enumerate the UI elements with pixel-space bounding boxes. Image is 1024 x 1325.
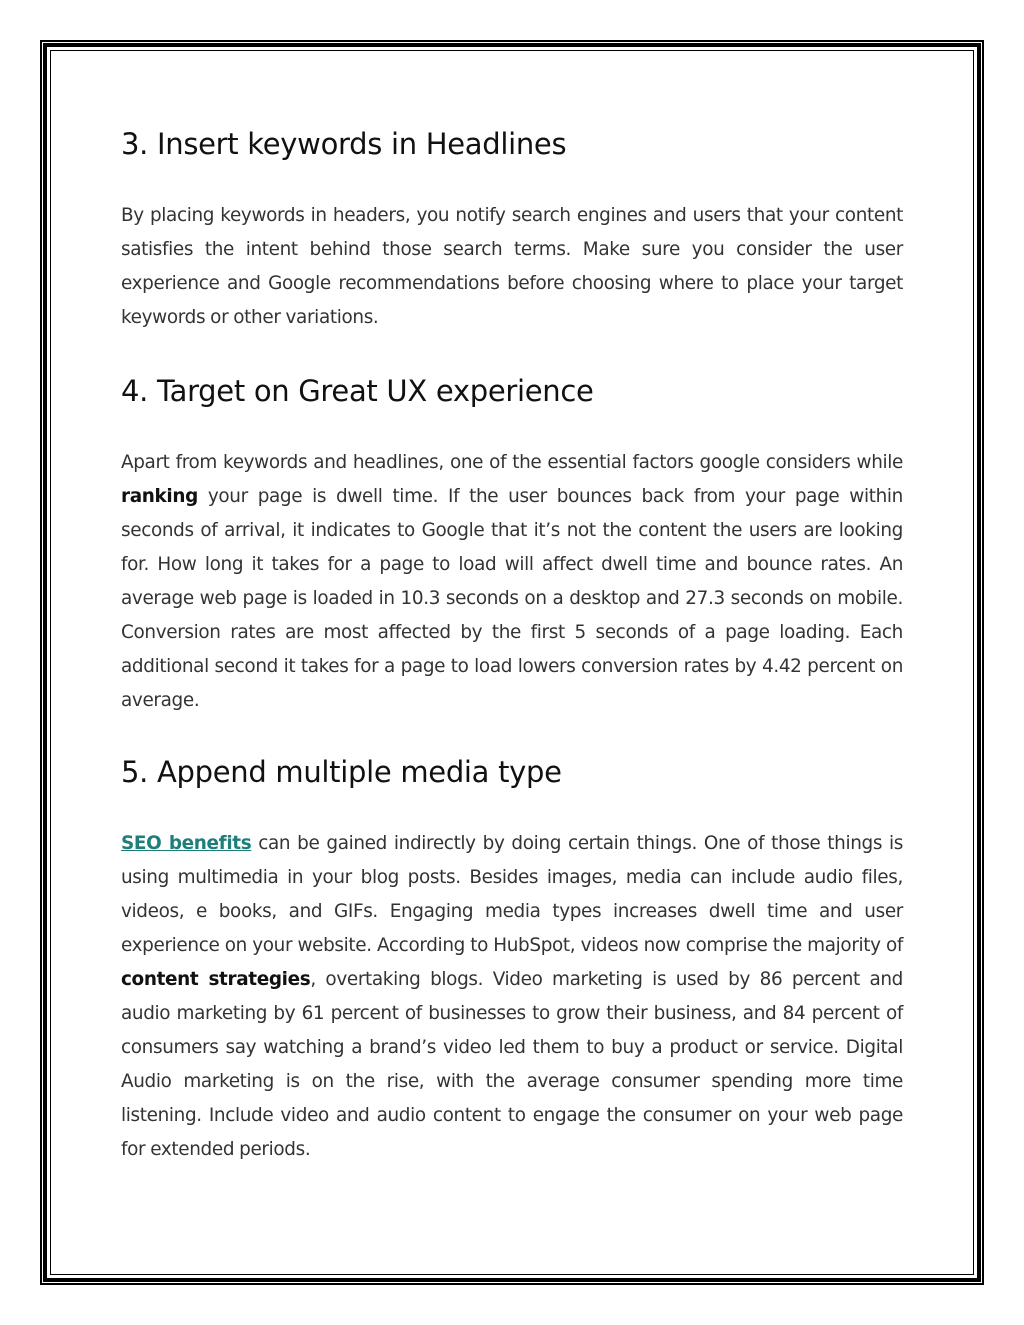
seo-benefits-link[interactable]: SEO benefits: [121, 833, 252, 854]
section-insert-keywords: [121, 124, 903, 335]
bold-term-ranking: ranking: [121, 486, 198, 507]
section-paragraph: [121, 827, 903, 1167]
section-heading: 4. Target on Great UX experience: [121, 374, 594, 408]
document-content: [121, 124, 903, 1167]
section-ux-experience: [121, 371, 903, 718]
paragraph-text: Apart from keywords and headlines, one of the essential factors google considers while: [121, 452, 903, 473]
paragraph-text: , overtaking blogs. Video marketing is used by 86 percent and audio marketing by 61 percent of businesses to grow their business, and 84 percent of consumers say watching a brand’s video led them to buy a product or service. Digital Audio marketing is on the rise, with the average consumer spending more time listening. Include video and audio content to engage the consumer on your web page for extended periods.: [121, 969, 903, 1160]
section-paragraph: By placing keywords in headers, you notify search engines and users that your content satisfies the intent behind those search terms. Make sure you consider the user experience and Google recommendations before choosing where to place your target keywords or other variations.: [121, 205, 903, 328]
section-heading: 3. Insert keywords in Headlines: [121, 127, 567, 161]
section-multiple-media: [121, 752, 903, 1167]
section-paragraph: [121, 446, 903, 718]
bold-term-content-strategies: content strategies: [121, 969, 311, 990]
paragraph-text: can be gained indirectly by doing certain things. One of those things is using multimedia in your blog posts. Besides images, media can include audio files, videos, e books, and GIFs. Engaging media types increases dwell time and user experience on your website. According to HubSpot, videos now comprise the majority of: [121, 833, 904, 956]
paragraph-text: your page is dwell time. If the user bounces back from your page within seconds of arrival, it indicates to Google that it’s not the content the users are looking for. How long it takes for a page to load will affect dwell time and bounce rates. An average web page is loaded in 10.3 seconds on a desktop and 27.3 seconds on mobile. Conversion rates are most affected by the first 5 seconds of a page loading. Each additional second it takes for a page to load lowers conversion rates by 4.42 percent on average.: [121, 486, 903, 711]
section-heading: 5. Append multiple media type: [121, 755, 562, 789]
